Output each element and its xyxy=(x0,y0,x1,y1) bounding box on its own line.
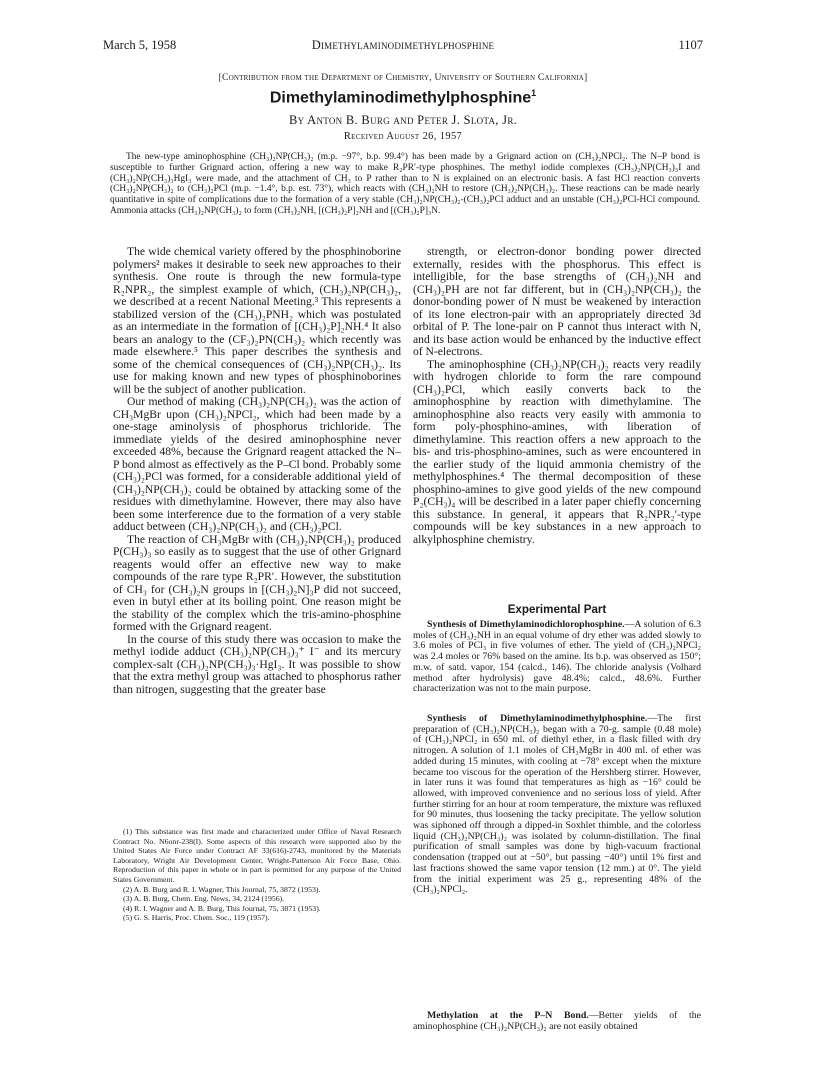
body-paragraph: The reaction of CH₃MgBr with (CH₃)₂NP(CH₃)₂ produced P(CH₃)₃ so easily as to suggest that the use of other Grignard reagents would offer an effective new way to make compounds of the rare type R₂PR′. However, the substitution of CH₃ for (CH₃)₂N groups in [(CH₃)₂N]₃P did not succeed, even in butyl ether at its boiling point. One reason might be the stability of the complex which the tris-amino-phosphine formed with the Grignard reagent. xyxy=(113,532,401,633)
running-head xyxy=(103,38,703,54)
section-heading-experimental: Experimental Part xyxy=(507,603,607,616)
author-byline: By Anton B. Burg and Peter J. Slota, Jr. xyxy=(288,113,518,127)
contribution-line: [Contribution from the Department of Chemistry, University of Southern California] xyxy=(218,72,588,83)
footnote: (3) A. B. Burg, Chem. Eng. News, 34, 2124 (1956). xyxy=(123,894,285,904)
paragraph-run-head: Methylation at the P–N Bond. xyxy=(427,1010,589,1021)
article-title xyxy=(103,88,703,107)
paragraph-text: —The first preparation of (CH₃)₂NP(CH₃)₂ began with a 70-g. sample (0.48 mole) of (CH₃)₂NPCl₂ in 650 ml. of diethyl ether, in a flask filled with dry nitrogen. A solution of 1.1 moles of CH₃MgBr in 400 ml. of ether was added during 15 minutes, with cooling at −78° except when the mixture became too viscous for the operation of the Hershberg stirrer. However, in later runs it was found that temperatures as high as −16° could be allowed, with improved convenience and no serious loss of yield. After further stirring for an hour at room temperature, the mixture was refluxed for 90 minutes, thus loosening the tacky precipitate. The yellow solution was siphoned off through a dipped-in Soxhlet thimble, and the colorless liquid (CH₃)₂NP(CH₃)₂ was isolated by column-distillation. The final purification of small samples was done by high-vacuum fractional condensation (trapped out at −50°, but passing −40°) until 1% first and last fractions showed the same vapor tension (12 mm.) at 0°. The yield from the initial experiment was 25 g., representing 48% of the (CH₃)₂NPCl₂. xyxy=(413,713,701,896)
article-title-text: Dimethylaminodimethylphosphine xyxy=(269,89,532,107)
body-paragraph: Our method of making (CH₃)₂NP(CH₃)₂ was the action of CH₃MgBr upon (CH₃)₂NPCl₂, which had been made by a one-stage aminolysis of phosphorus trichloride. The immediate yields of the desired aminophosphine never exceeded 48%, because the Grignard reagent attacked the N–P bond almost as effectively as the P–Cl bond. Probably some (CH₃)₂PCl was formed, for a considerable additional yield of (CH₃)₂NP(CH₃)₂ could be obtained by attacking some of the residues with dimethylamine. However, there may also have been some interference due to the formation of a very stable adduct between (CH₃)₂NP(CH₃)₂ and (CH₃)₂PCl. xyxy=(113,395,401,533)
footnote: (5) G. S. Harris, Proc. Chem. Soc., 119 (1957). xyxy=(123,913,270,923)
paragraph-text: —A solution of 6.3 moles of (CH₃)₂NH in an equal volume of dry ether was added slowly to 3.6 moles of PCl₃ in five volumes of ether. The yield of (CH₃)₂NPCl₂ was 2.4 moles or 76% based on the amine. Its b.p. was observed as 150°; m.w. of satd. vapor, 154 (calcd., 146). The chloride analysis (Volhard method after hydrolysis) gave 48.4%; calcd., 48.6%. Further characterization was not to the main purpose. xyxy=(413,619,701,695)
paragraph-text: —Better yields of the aminophosphine (CH₃)₂NP(CH₃)₂ are not easily obtained xyxy=(413,1010,701,1032)
paragraph-run-head: Synthesis of Dimethylaminodichlorophosphine. xyxy=(427,619,625,630)
footnote: (4) R. I. Wagner and A. B. Burg, This Journal, 75, 3871 (1953). xyxy=(123,903,321,913)
issue-date: March 5, 1958 xyxy=(103,38,177,52)
experimental-paragraph xyxy=(413,1011,701,1032)
received-date: Received August 26, 1957 xyxy=(343,131,463,142)
body-paragraph: The wide chemical variety offered by the phosphinoborine polymers² makes it desirable to seek new approaches to their synthesis. One route is through the new formula-type R₂NPR₂, the simplest example of which, (CH₃)₂NP(CH₃)₂, we described at a recent National Meeting.³ This represents a stabilized version of the (CH₃)₂PNH₂ which was postulated as an intermediate in the formation of [(CH₃)₂P]₂NH.⁴ It also bears an analogy to the (CF₃)₂PN(CH₃)₂ which recently was made elsewhere.⁵ This paper describes the synthesis and some of the chemical consequences of (CH₃)₂NP(CH₃)₂. Its use for making known and new types of phosphinoborines will be the subject of another publication. xyxy=(113,245,401,396)
page-number: 1107 xyxy=(678,38,703,52)
paragraph-run-head: Synthesis of Dimethylaminodimethylphosphine. xyxy=(427,713,648,724)
footnote: (2) A. B. Burg and R. I. Wagner, This Journal, 75, 3872 (1953). xyxy=(123,884,321,894)
abstract: The new-type aminophosphine (CH₃)₂NP(CH₃)₂ (m.p. −97°, b.p. 99.4°) has been made by a Grignard action on (CH₃)₂NPCl₂. The N–P bond is susceptible to further Grignard action, offering a new way to make R₂PR′-type phosphines. The methyl iodide complexes (CH₃)₂NP(CH₃)₃I and (CH₃)₂NP(CH₃)₃HgI₃ were made, and the attachment of CH₃ to P rather than to N is explained on an electronic basis. A fast HCl reaction converts (CH₃)₂NP(CH₃)₂ to (CH₃)₂PCl (m.p. −1.4°, b.p. est. 73°), which reacts with (CH₃)₂NH to restore (CH₃)₂NP(CH₃)₂. These reactions can be made nearly quantitative in spite of complications due to the formation of a very stable (CH₃)₂NP(CH₃)₂-(CH₃)₂PCl adduct and an unstable (CH₃)₂PCl-HCl compound. Ammonia attacks (CH₃)₂NP(CH₃)₂ to form (CH₃)₂NH, [(CH₃)₂P]₂NH and [(CH₃)₂P]₃N. xyxy=(110,152,700,216)
footnote: (1) This substance was first made and characterized under Office of Naval Research Contract No. N6onr-238(I). Some aspects of this research were supported also by the United States Air Force under Contract AF 33(616)-2743, monitored by the Materials Laboratory, Wright Air Development Center, Wright-Patterson Air Force Base, Ohio. Reproduction of this paper in whole or in part is permitted for any purpose of the United States Government. xyxy=(113,827,401,884)
right-column xyxy=(413,246,701,546)
footnotes xyxy=(113,827,401,923)
body-paragraph: The aminophosphine (CH₃)₂NP(CH₃)₂ reacts very readily with hydrogen chloride to form the rare compound (CH₃)₂PCl, which easily converts back to the aminophosphine by reaction with dimethylamine. The aminophosphine also reacts very easily with ammonia to form poly-phosphino-amines, with liberation of dimethylamine. This reaction offers a new approach to the bis- and tris-phosphino-amines, such as were encountered in the earlier study of the liquid ammonia chemistry of the methylphosphines.⁴ The thermal decomposition of these phosphino-amines to give good yields of the new compound P₂(CH₃)₄ will be described in a later paper chiefly concerning this substance. In general, it appears that R₂NPR₂′-type compounds will be key substances in a new approach to alkylphosphine chemistry. xyxy=(413,357,701,546)
left-column xyxy=(113,246,401,696)
body-paragraph: strength, or electron-donor bonding power directed externally, resides with the phosphorus. This effect is intelligible, for the base strengths of (CH₃)₂NH and (CH₃)₂PH are not far different, but in (CH₃)₂NP(CH₃)₂ the donor-bonding power of N must be weakened by interaction of its lone electron-pair with an appropriately directed 3d orbital of P. The lone-pair on P cannot thus interact with N, and its base action would be enhanced by the inductive effect of N-electrons. xyxy=(413,245,701,358)
running-title: Dimethylaminodimethylphosphine xyxy=(311,38,495,52)
experimental-paragraph xyxy=(413,620,701,695)
body-paragraph: In the course of this study there was occasion to make the methyl iodide adduct (CH₃)₂NP(CH₃)₃⁺ I⁻ and its mercury complex-salt (CH₃)₂NP(CH₃)₃·HgI₃. It was possible to show that the extra methyl group was attached to phosphorus rather than nitrogen, suggesting that the greater base xyxy=(113,632,401,696)
title-footnote-mark: 1 xyxy=(531,88,537,98)
experimental-paragraph xyxy=(413,714,701,896)
